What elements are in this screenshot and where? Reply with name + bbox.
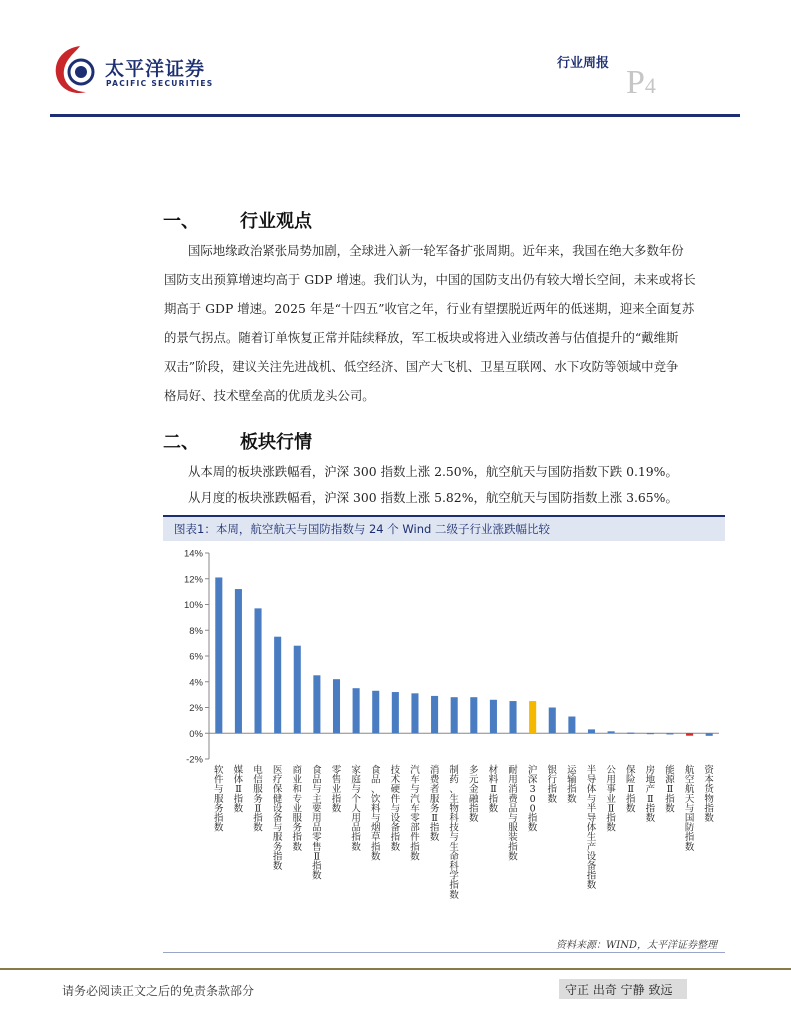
section1-number: 一、 xyxy=(163,211,199,232)
x-tick-label: 运输指数 xyxy=(567,765,577,806)
page-letter: P xyxy=(626,64,645,101)
x-tick-label: 公用事业 Ⅱ 指数 xyxy=(606,765,616,835)
figure-bottom-divider xyxy=(163,952,725,953)
x-tick-label: 银行指数 xyxy=(547,765,558,806)
y-tick-label: 0% xyxy=(189,728,203,740)
bar xyxy=(215,577,222,733)
x-tick-label: 制药、生物科技与生命科学指数 xyxy=(449,765,459,902)
y-tick-label: 2% xyxy=(189,703,203,714)
bar xyxy=(470,697,477,733)
x-tick-label: 保险 Ⅱ 指数 xyxy=(625,765,636,815)
x-tick-label: 能源 Ⅱ 指数 xyxy=(665,765,675,815)
x-tick-label: 电信服务 Ⅱ 指数 xyxy=(253,765,263,835)
report-type: 行业周报 xyxy=(557,56,610,71)
y-tick-label: 4% xyxy=(189,677,203,689)
bar xyxy=(627,733,634,734)
section1-paragraph xyxy=(164,236,712,410)
bar xyxy=(647,733,654,734)
x-tick-label: 半导体与半导体生产设备指数 xyxy=(586,765,597,892)
bar xyxy=(686,733,693,735)
x-tick-label: 商业和专业服务指数 xyxy=(292,765,303,854)
x-tick-label: 汽车与汽车零部件指数 xyxy=(410,765,420,863)
section2-monthly-text: 从月度的板块涨跌幅看，沪深 300 指数上涨 5.82%，航空航天与国防指数上涨 3.65%。 xyxy=(188,490,678,505)
bar xyxy=(333,679,340,733)
bar xyxy=(451,697,458,733)
footer-motto: 守正 出奇 宁静 致远 xyxy=(559,979,687,999)
section2-number: 二、 xyxy=(163,432,199,453)
x-tick-label: 材料 Ⅱ 指数 xyxy=(488,765,499,815)
bar xyxy=(255,608,262,733)
section2-title: 板块行情 xyxy=(240,432,312,453)
bar xyxy=(510,701,517,733)
bar xyxy=(568,717,575,734)
x-tick-label: 多元金融指数 xyxy=(469,765,479,825)
section1-title: 行业观点 xyxy=(240,211,312,232)
page-number xyxy=(626,64,656,102)
header-divider xyxy=(50,114,740,117)
bar xyxy=(294,646,301,734)
section1-line: 的景气拐点。随着订单恢复正常并陆续释放，军工板块或将进入业绩改善与估值提升的“戴维斯 xyxy=(164,330,679,345)
x-tick-label: 耐用消费品与服装指数 xyxy=(508,765,518,863)
x-tick-label: 食品与主要用品零售 Ⅱ 指数 xyxy=(312,765,322,883)
bar xyxy=(706,733,713,736)
section2-heading xyxy=(163,428,312,454)
section1-line: 格局好、技术壁垒高的优质龙头公司。 xyxy=(164,388,375,403)
company-name-cn: 太平洋证券 xyxy=(105,58,206,80)
bar xyxy=(353,688,360,733)
x-tick-label: 医疗保健设备与服务指数 xyxy=(272,765,283,873)
footer-disclaimer: 请务必阅读正文之后的免责条款部分 xyxy=(62,984,255,998)
x-tick-label: 零售业指数 xyxy=(331,765,342,815)
y-tick-label: 10% xyxy=(183,600,203,611)
bar xyxy=(666,733,673,734)
y-tick-label: 6% xyxy=(189,651,203,663)
y-tick-label: 12% xyxy=(183,574,203,586)
bar xyxy=(411,693,418,733)
figure-title: 图表1：本周，航空航天与国防指数与 24 个 Wind 二级子行业涨跌幅比较 xyxy=(174,522,550,536)
company-logo xyxy=(50,42,214,97)
x-tick-label: 食品、饮料与烟草指数 xyxy=(370,765,381,863)
section2-weekly-text: 从本周的板块涨跌幅看，沪深 300 指数上涨 2.50%，航空航天与国防指数下跌 0.19%。 xyxy=(188,464,678,479)
figure-source: 资料来源：WIND，太平洋证券整理 xyxy=(556,940,717,951)
bar xyxy=(588,729,595,733)
x-tick-label: 航空航天与国防指数 xyxy=(684,765,695,854)
pacific-logo-icon xyxy=(50,42,106,98)
bar-chart xyxy=(163,543,725,935)
section1-line: 国防支出预算增速均高于 GDP 增速。我们认为，中国的国防支出仍有较大增长空间，未来或将长 xyxy=(164,272,696,287)
bar xyxy=(372,691,379,733)
section1-line: 国际地缘政治紧张局势加剧，全球进入新一轮军备扩张周期。近年来，我国在绝大多数年份 xyxy=(188,243,684,258)
y-tick-label: 14% xyxy=(183,548,203,560)
bar xyxy=(235,589,242,733)
company-name-en: PACIFIC SECURITIES xyxy=(106,79,214,88)
bar xyxy=(392,692,399,733)
x-tick-label: 消费者服务 Ⅱ 指数 xyxy=(429,765,440,844)
bar xyxy=(608,731,615,733)
x-tick-label: 技术硬件与设备指数 xyxy=(390,765,401,854)
bar xyxy=(313,675,320,733)
bar xyxy=(274,637,281,734)
y-tick-label: 8% xyxy=(189,625,203,637)
section1-line: 双击”阶段，建议关注先进战机、低空经济、国产大飞机、卫星互联网、水下攻防等领域中竞争 xyxy=(164,359,679,374)
section1-heading xyxy=(163,207,312,233)
x-tick-label: 家庭与个人用品指数 xyxy=(351,765,361,854)
bar xyxy=(431,696,438,733)
x-tick-label: 房地产 Ⅱ 指数 xyxy=(645,765,656,825)
x-tick-label: 资本货物指数 xyxy=(704,765,714,825)
y-tick-label: -2% xyxy=(186,754,203,766)
section1-line: 期高于 GDP 增速。2025 年是“十四五”收官之年，行业有望摆脱近两年的低迷期，迎来全面复苏 xyxy=(164,301,695,316)
footer-divider xyxy=(0,968,791,970)
bar xyxy=(529,701,536,733)
page-digit: 4 xyxy=(644,73,656,98)
bar xyxy=(490,700,497,733)
bar xyxy=(549,708,556,734)
x-tick-label: 软件与服务指数 xyxy=(214,765,224,835)
x-tick-label: 媒体 Ⅱ 指数 xyxy=(233,765,244,815)
x-tick-label: 沪深 3 0 0 指数 xyxy=(527,765,538,835)
